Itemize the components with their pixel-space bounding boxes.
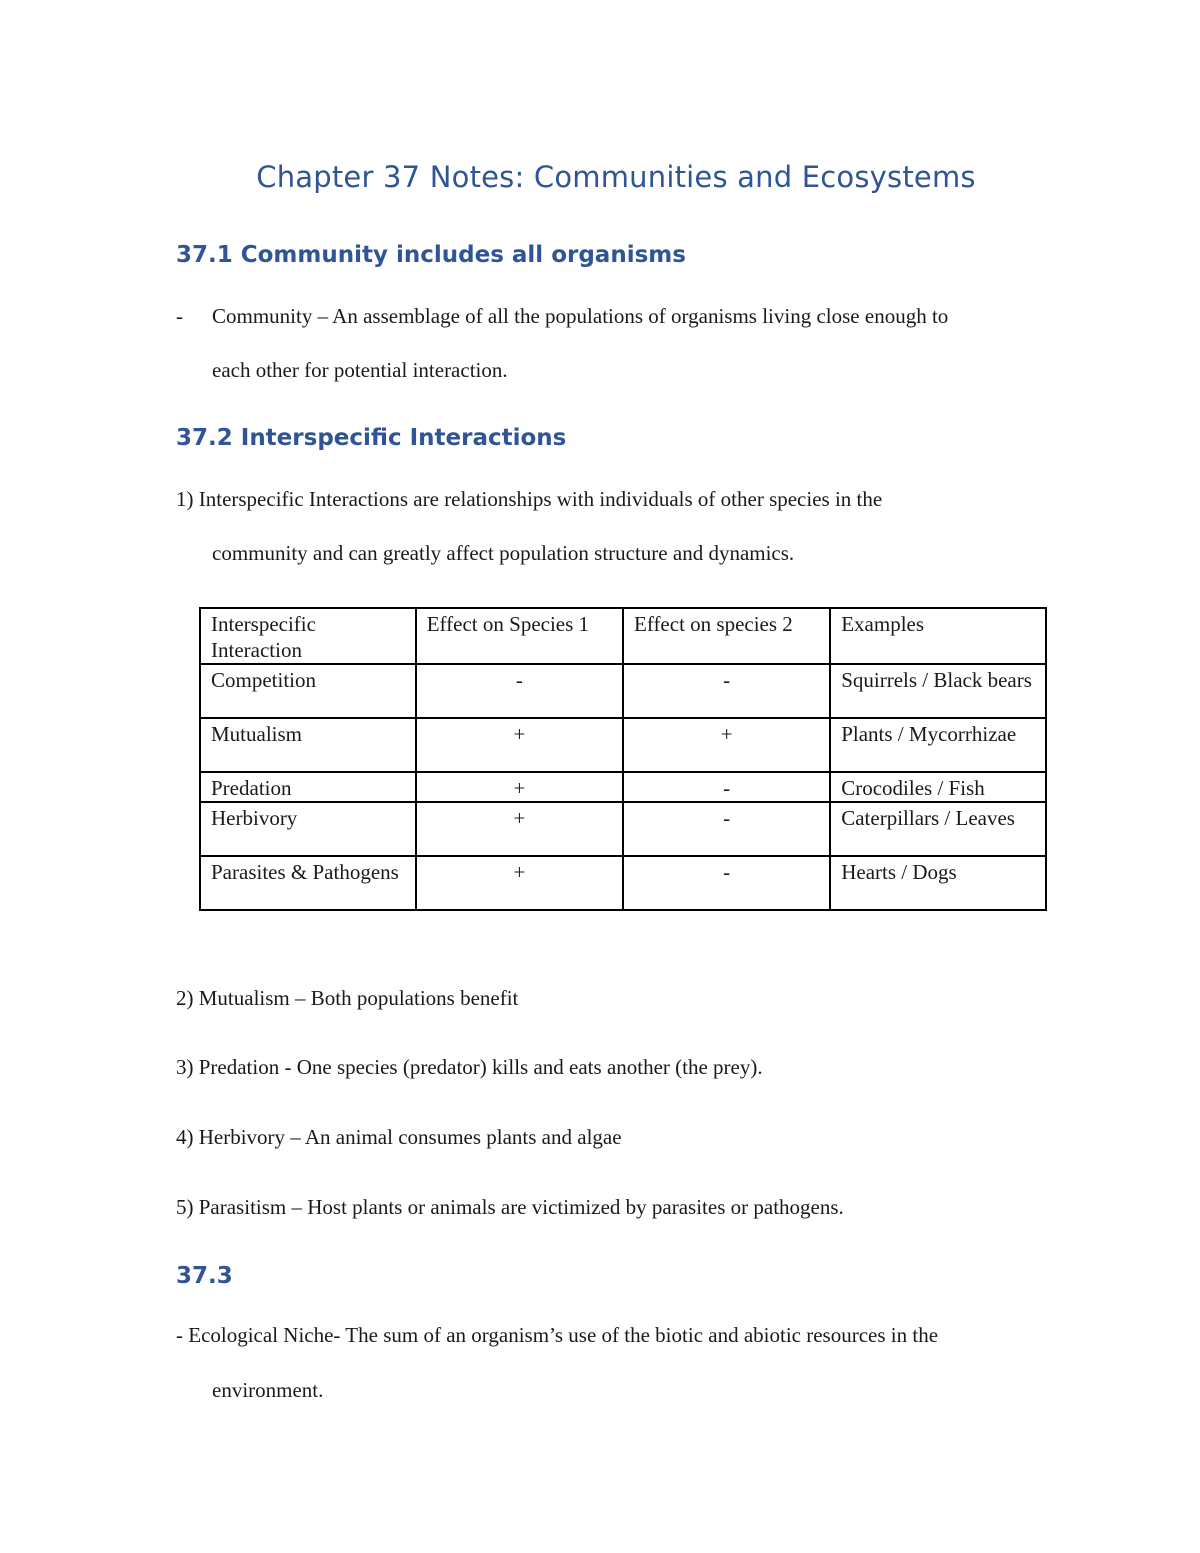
table-row <box>200 856 1046 910</box>
header-cell: Effect on Species 1 <box>416 608 623 664</box>
table-cell: - <box>623 802 830 856</box>
herbivory-definition: 4) Herbivory – An animal consumes plants and algae <box>176 1125 622 1149</box>
table-row <box>200 664 1046 718</box>
table-cell: Squirrels / Black bears <box>830 664 1046 718</box>
parasitism-definition: 5) Parasitism – Host plants or animals are victimized by parasites or pathogens. <box>176 1195 844 1219</box>
table-cell: - <box>623 856 830 910</box>
header-cell: Effect on species 2 <box>623 608 830 664</box>
predation-definition: 3) Predation - One species (predator) kills and eats another (the prey). <box>176 1055 763 1079</box>
table-row <box>200 718 1046 772</box>
table-cell: + <box>623 718 830 772</box>
table-cell: Mutualism <box>200 718 416 772</box>
interactions-table <box>199 607 1047 911</box>
table-cell: + <box>416 772 623 802</box>
header-cell: Examples <box>830 608 1046 664</box>
bullet-dash: - <box>176 304 183 328</box>
section-heading-37-2: 37.2 Interspecific Interactions <box>176 425 567 451</box>
mutualism-definition: 2) Mutualism – Both populations benefit <box>176 986 519 1010</box>
table-cell: Caterpillars / Leaves <box>830 802 1046 856</box>
table-cell: + <box>416 802 623 856</box>
table-cell: + <box>416 718 623 772</box>
table-cell: Crocodiles / Fish <box>830 772 1046 802</box>
table-cell: Competition <box>200 664 416 718</box>
table-cell: - <box>416 664 623 718</box>
table-cell: Predation <box>200 772 416 802</box>
table-cell: + <box>416 856 623 910</box>
interspecific-paragraph-line2: community and can greatly affect population structure and dynamics. <box>212 541 795 565</box>
community-definition-line2: each other for potential interaction. <box>212 358 508 382</box>
table-header-row <box>200 608 1046 664</box>
section-heading-37-3: 37.3 <box>176 1263 233 1289</box>
header-cell: Interspecific Interaction <box>200 608 416 664</box>
ecological-niche-line2: environment. <box>212 1378 324 1402</box>
document-title: Chapter 37 Notes: Communities and Ecosystems <box>256 160 976 194</box>
table-row <box>200 772 1046 802</box>
table-cell: - <box>623 664 830 718</box>
interspecific-paragraph-line1: 1) Interspecific Interactions are relationships with individuals of other species in the <box>176 487 883 511</box>
table-row <box>200 802 1046 856</box>
table-cell: Herbivory <box>200 802 416 856</box>
ecological-niche-line1: - Ecological Niche- The sum of an organism’s use of the biotic and abiotic resources in the <box>176 1323 939 1347</box>
table-cell: Hearts / Dogs <box>830 856 1046 910</box>
table-cell: Parasites & Pathogens <box>200 856 416 910</box>
table-cell: Plants / Mycorrhizae <box>830 718 1046 772</box>
table-cell: - <box>623 772 830 802</box>
community-definition-line1: Community – An assemblage of all the populations of organisms living close enough to <box>212 304 949 328</box>
section-heading-37-1: 37.1 Community includes all organisms <box>176 242 686 268</box>
